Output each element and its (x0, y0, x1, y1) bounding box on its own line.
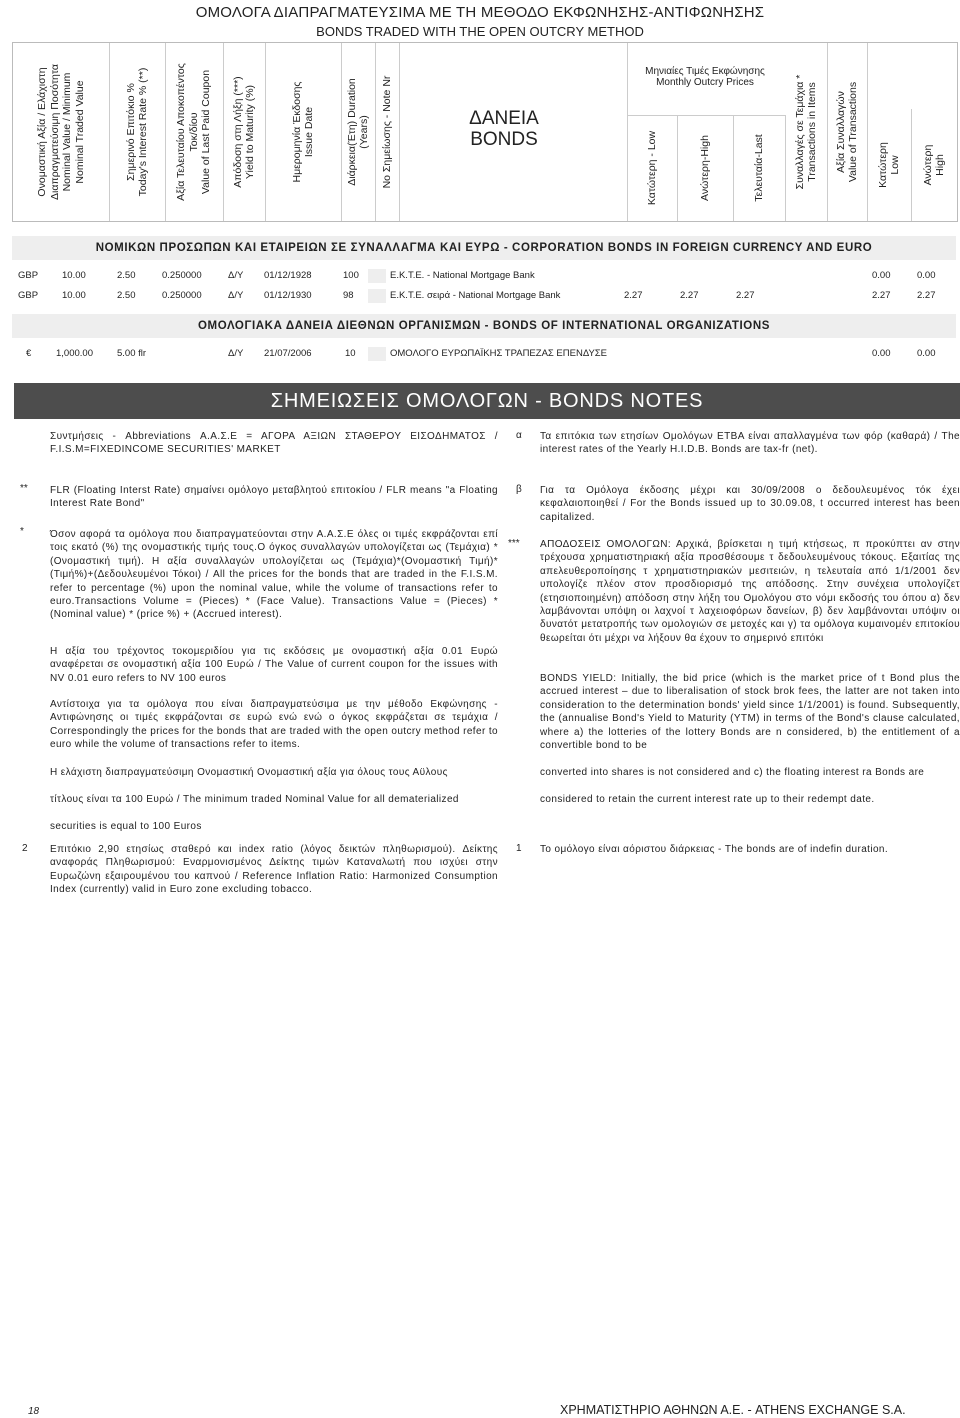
row-high: 2.27 (680, 290, 699, 301)
col-low2 (867, 109, 912, 221)
note-abbreviations: Συντμήσεις - Abbreviations Α.Α.Σ.Ε = ΑΓΟΡΑ ΑΞΙΩΝ ΣΤΑΘΕΡΟΥ ΕΙΣΟΔΗΜΑΤΟΣ / F.I.S.M=FIXEDINCOME SECURITIES' MARKET (50, 431, 498, 456)
col-nominal-label-4: Nominal Traded Value (73, 80, 86, 184)
row-duration: 98 (343, 290, 354, 301)
note-min-value-english: τίτλους είναι τα 100 Ευρώ / The minimum traded Nominal Value for all dematerialized (50, 794, 459, 805)
section-international-bonds: ΟΜΟΛΟΓΙΑΚΑ ΔΑΝΕΙΑ ΔΙΕΘΝΩΝ ΟΡΓΑΝΙΣΜΩΝ - BONDS OF INTERNATIONAL ORGANIZATIONS (12, 314, 956, 338)
col-issue-label-1: Ημερομηνία Έκδοσης (290, 81, 303, 183)
col-value-label-2: Value of Transactions (847, 81, 859, 183)
row-bond-name: Ε.Κ.Τ.Ε. σειρά - National Mortgage Bank (390, 290, 561, 301)
note-beta: Για τα Ομόλογα έκδοσης μέχρι και 30/09/2008 ο δεδουλευμένος τόκ έχει κεφαλαιοποιηθεί / For the Bonds issued up to 30.09.08, t occurred interest has been capitalized. (540, 485, 960, 523)
col-issue-date (265, 43, 342, 221)
col-note-nr (375, 43, 400, 221)
col-coupon-label-2: Τοκ/δίου (187, 112, 200, 152)
col-value (827, 43, 868, 221)
row-issue-date: 01/12/1928 (264, 270, 312, 281)
col-transactions (785, 43, 828, 221)
row-duration: 100 (343, 270, 359, 281)
row-note-cell (368, 269, 386, 283)
col-low2-label-1: Κατώτερη (876, 142, 889, 188)
table-row (0, 348, 960, 362)
col-high2-label-1: Ανώτερη (921, 144, 934, 186)
col-value-label-1: Αξία Συναλλαγών (834, 91, 847, 173)
page-title-greek: ΟΜΟΛΟΓΑ ΔΙΑΠΡΑΓΜΑΤΕΥΣΙΜΑ ΜΕ ΤΗ ΜΕΘΟΔΟ ΕΚΦΩΝΗΣΗΣ-ΑΝΤΙΦΩΝΗΣΗΣ (195, 4, 765, 21)
section-corporate-bonds: ΝΟΜΙΚΩΝ ΠΡΟΣΩΠΩΝ ΚΑΙ ΕΤΑΙΡΕΙΩΝ ΣΕ ΣΥΝΑΛΛΑΓΜΑ ΚΑΙ ΕΥΡΩ - CORPORATION BONDS IN FOREIGN CURRENCY AND EURO (12, 236, 956, 260)
note-coupon-value: Η αξία του τρέχοντος τοκομεριδίου για τις εκδόσεις με ονομαστική αξία 0.01 Ευρώ αναφέρεται σε ονομαστική αξία 100 Ευρώ / The Value of current coupon for the issues with NV 0.01 euro refers to NV 100 euros (50, 646, 498, 684)
note-marker-alpha: α (516, 430, 522, 441)
note-outcry: Αντίστοιχα για τα ομόλογα που είναι διαπραγματεύσιμα με την μέθοδο Εκφώνησης - Αντιφώνησης οι τιμές εκφράζονται σε ευρώ ενώ ενώ ο όγκος εκφράζεται σε τεμάχια / Correspondingly the prices for the bonds that are traded with the open outcry method refer to euro while the volume of transactions refer to items. (50, 699, 498, 751)
row-yield: Δ/Υ (228, 348, 244, 359)
row-low: 2.27 (624, 290, 643, 301)
row-coupon: 0.250000 (162, 270, 202, 281)
row-rate: 2.50 (117, 270, 136, 281)
row-nominal: 10.00 (62, 290, 86, 301)
row-currency: GBP (18, 270, 39, 281)
col-yield-label-2: Yield to Maturity (%) (244, 84, 256, 180)
row-bond-name: Ε.Κ.Τ.Ε. - National Mortgage Bank (390, 270, 535, 281)
col-last (733, 115, 786, 221)
row-rate: 5.00 flr (117, 348, 147, 359)
col-low-label: Κατώτερη - Low (645, 130, 658, 206)
row-high2: 0.00 (917, 348, 936, 359)
col-yield-label-1: Απόδοση στη Λήξη (***) (231, 76, 244, 188)
note-min-value-greek: Η ελάχιστη διαπραγματεύσιμη Ονομαστική Ονομαστική αξία για όλους τους Αϋλους (50, 767, 448, 778)
note-yield-english-2: converted into shares is not considered and c) the floating interest ra Bonds are (540, 767, 925, 778)
table-row (0, 290, 960, 304)
note-prices: Όσον αφορά τα ομόλογα που διαπραγματεύονται στην Α.Α.Σ.Ε όλες οι τιμές εκφράζονται επί τοις εκατό (%) της ονομαστικής τιμής τους.Ο όγκος συναλλαγών υπολογίζεται ως (Τεμάχια) * (Ονομαστική τιμή). Η αξία συναλλαγών υπολογίζεται ως (Τεμάχια)*(Ονομαστική Τιμή)*(Τιμή%)+(Δεδουλευμένοι Τόκοι) / All the prices for the bonds that are traded in the F.I.S.M. refer to percentage (%) upon the nominal value, while the volume of transactions refer to euro.Transactions Volume = (Pieces) * (Face Value). Transactions Value = (Pieces) * (Nominal value) * (price %) + (Accrued interest). (50, 529, 498, 621)
col-issue-label-2: Issue Date (303, 106, 315, 158)
note-marker-double-star: ** (20, 483, 28, 494)
col-duration-label-1: Διάρκεια(Έτη) Duration (345, 78, 358, 186)
col-duration-label-2: (Years) (358, 115, 370, 149)
note-yield-english: BONDS YIELD: Initially, the bid price (which is the market price of t Bond plus the accrued interest – due to liberalisation of stock brok fees, the latter are not taken into consideration to the determination bonds' yield since 1/1/2001) is found. Subsequently, the (annualise Bond's Yield to Maturity (YTM) in terms of the Bond's clause calculated, where a) the lotteries of the lottery Bonds are n considered, b) the entitlement of a convertible bond to be (540, 673, 960, 752)
col-rate-label-2: Today's Interest Rate % (**) (137, 67, 149, 197)
row-yield: Δ/Υ (228, 290, 244, 301)
bonds-title-english: BONDS (470, 129, 538, 150)
note-inflation-ratio: Επιτόκιο 2,90 ετησίως σταθερό και index ratio (λόγος δεικτών πληθωρισμού). Δείκτης αναφοράς Πληθωρισμού: Εναρμονισμένος Δείκτης τιμών Καταναλωτή που ισχύει στην Ευρωζώνη εξαιρουμένου του καπνού / Reference Inflation Ratio: Harmonized Consumption Index (currently) valid in Euro zone excluding tobacco. (50, 844, 498, 896)
row-issue-date: 21/07/2006 (264, 348, 312, 359)
col-yield (223, 43, 266, 221)
footer-exchange-name: ΧΡΗΜΑΤΙΣΤΗΡΙΟ ΑΘΗΝΩΝ Α.Ε. - ATHENS EXCHANGE S.A. (560, 1403, 906, 1417)
row-rate: 2.50 (117, 290, 136, 301)
col-nominal-label-2: Διαπραγματεύσιμη Ποσότητα (48, 64, 61, 200)
row-nominal: 1,000.00 (56, 348, 93, 359)
col-trans-label-2: Transactions in Items (806, 82, 818, 182)
note-min-value-english-2: securities is equal to 100 Euros (50, 821, 202, 832)
note-marker-1: 1 (516, 843, 522, 854)
bonds-title (444, 108, 564, 150)
table-row (0, 270, 960, 284)
bonds-title-greek: ΔΑΝΕΙΑ (469, 108, 539, 129)
note-perpetual: Το ομόλογο είναι αόριστου διάρκειας - The bonds are of indefin duration. (540, 844, 889, 855)
col-interest-rate (109, 43, 166, 221)
row-last: 2.27 (736, 290, 755, 301)
monthly-heading-greek: Μηνιαίες Τιμές Εκφώνησης (645, 66, 765, 77)
col-nominal-label-1: Ονομαστική Αξία / Ελάχιστη (36, 67, 48, 197)
row-low2: 0.00 (872, 348, 891, 359)
col-last-coupon (165, 43, 224, 221)
col-note-label: No Σημείωσης - Note Nr (380, 75, 393, 189)
row-duration: 10 (345, 348, 356, 359)
notes-title: ΣΗΜΕΙΩΣΕΙΣ ΟΜΟΛΟΓΩΝ - BONDS NOTES (14, 383, 960, 419)
row-nominal: 10.00 (62, 270, 86, 281)
page-title-english: BONDS TRADED WITH THE OPEN OUTCRY METHOD (316, 24, 644, 39)
row-note-cell (368, 289, 386, 303)
col-low (627, 115, 678, 221)
row-coupon: 0.250000 (162, 290, 202, 301)
col-last-label: Τελευταία-Last (752, 134, 765, 202)
note-alpha: Τα επιτόκια των ετησίων Ομολόγων ΕΤΒΑ είναι απαλλαγμένα των φόρ (καθαρά) / The interest rates of the Yearly H.I.D.B. Bonds are tax-fr (net). (540, 431, 960, 456)
row-currency: € (26, 348, 32, 359)
row-high2: 2.27 (917, 290, 936, 301)
col-low2-label-2: Low (889, 155, 901, 175)
monthly-divider (627, 115, 785, 116)
col-coupon-label-3: Value of Last Paid Coupon (200, 69, 213, 195)
note-marker-triple-star: *** (508, 538, 520, 549)
col-high2-label-2: High (934, 154, 946, 176)
row-currency: GBP (18, 290, 39, 301)
monthly-prices-heading (620, 66, 790, 88)
page-number: 18 (28, 1406, 40, 1417)
row-yield: Δ/Υ (228, 270, 244, 281)
row-high2: 0.00 (917, 270, 936, 281)
row-note-cell (368, 347, 386, 361)
note-marker-star: * (20, 526, 24, 537)
monthly-heading-english: Monthly Outcry Prices (656, 77, 754, 88)
col-trans-label-1: Συναλλαγές σε Τεμάχια * (793, 74, 806, 190)
note-yield-english-3: considered to retain the current interest rate up to their redempt date. (540, 794, 875, 805)
col-high2 (911, 109, 957, 221)
note-yield-greek: ΑΠΟΔΟΣΕΙΣ ΟΜΟΛΟΓΩΝ: Αρχικά, βρίσκεται η τιμή κτήσεως, π προκύπτει αν στην τρέχουσα χρηματιστηριακή αξία προσθέσουμε τ δεδουλευμένους τόκους. Εξαιτίας της απελευθεροποίησης τ χρηματιστηριακών μεσιτειών, η τελευταία από 1/1/2001 δεν υπολογίζε πλέον στον προσδιορισμό της απόδοσης. Στην συνέχεια υπολογίζετ (ετησιοποιημένη) απόδοση στην λήξη του Ομολόγου στο νόμι εκδοσής του όπου α) δεν λαμβάνονται υπόψη οι λαχνοί τ λαχειοφόρων δανείων, β) δεν λαμβάνονται υπόψιν οι δυνατότ μετατροπής των ομολογιών σε μετοχές και γ) τα ομόλογα κυμαινομέν επιτοκίου θεωρείται ότι μέχρι να λήξουν θα έχουν το σημερινό επιτόκι (540, 539, 960, 644)
row-low2: 2.27 (872, 290, 891, 301)
col-coupon-label-1: Αξία Τελευταίου Αποκοπέντος (175, 63, 188, 201)
col-nominal-label-3: Nominal Value / Minimum (61, 72, 73, 192)
col-rate-label-1: Σημερινό Επιτόκιο % (124, 83, 137, 181)
note-marker-2: 2 (22, 843, 28, 854)
row-issue-date: 01/12/1930 (264, 290, 312, 301)
col-high-label: Ανώτερη-High (698, 135, 711, 201)
col-nominal-value (13, 43, 110, 221)
note-marker-beta: β (516, 484, 522, 495)
note-flr: FLR (Floating Interst Rate) σημαίνει ομόλογο μεταβλητού επιτοκίου / FLR means "a Floating Interest Rate Bond" (50, 485, 498, 510)
col-high (677, 115, 734, 221)
row-bond-name: ΟΜΟΛΟΓΟ ΕΥΡΩΠΑΪΚΗΣ ΤΡΑΠΕΖΑΣ ΕΠΕΝΔΥΣΕ (390, 348, 608, 359)
row-low2: 0.00 (872, 270, 891, 281)
